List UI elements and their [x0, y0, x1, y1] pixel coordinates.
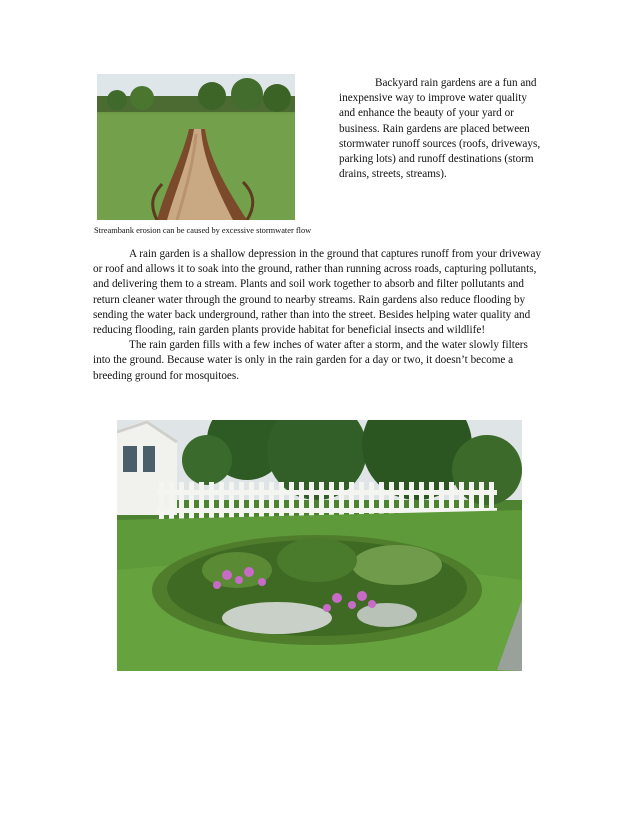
figure-caption: Streambank erosion can be caused by excessive stormwater flow: [94, 226, 312, 235]
body-paragraph-1: A rain garden is a shallow depression in the ground that captures runoff from your driveway or roof and allows it to soak into the ground, rather than running across roads, capturing pollutants, and delivering them to a stream. Plants and soil work together to absorb and filter pollutants and return cleaner water through the ground to nearby streams. Rain gardens also reduce flooding by sending the water back underground, rather than into the street. Besides helping water quality and reducing flooding, rain garden plants provide habitat for beneficial insects and wildlife!: [93, 248, 542, 337]
streambank-erosion-photo: [97, 74, 295, 220]
body-text: [93, 247, 545, 384]
rain-garden-illustration: [117, 420, 522, 671]
intro-paragraph: Backyard rain gardens are a fun and inexpensive way to improve water quality and enhance the beauty of your yard or business. Rain gardens are placed between stormwater runoff sources (roofs, driveways, parking lots) and runoff destinations (storm drains, streets, streams).: [339, 77, 541, 181]
rain-garden-photo: [117, 420, 522, 671]
intro-text: [339, 76, 544, 182]
streambank-erosion-illustration: [97, 74, 295, 220]
body-paragraph-2: The rain garden fills with a few inches of water after a storm, and the water slowly filters into the ground. Because water is only in the rain garden for a day or two, it doesn’t become a breeding ground for mosquitoes.: [93, 339, 528, 382]
